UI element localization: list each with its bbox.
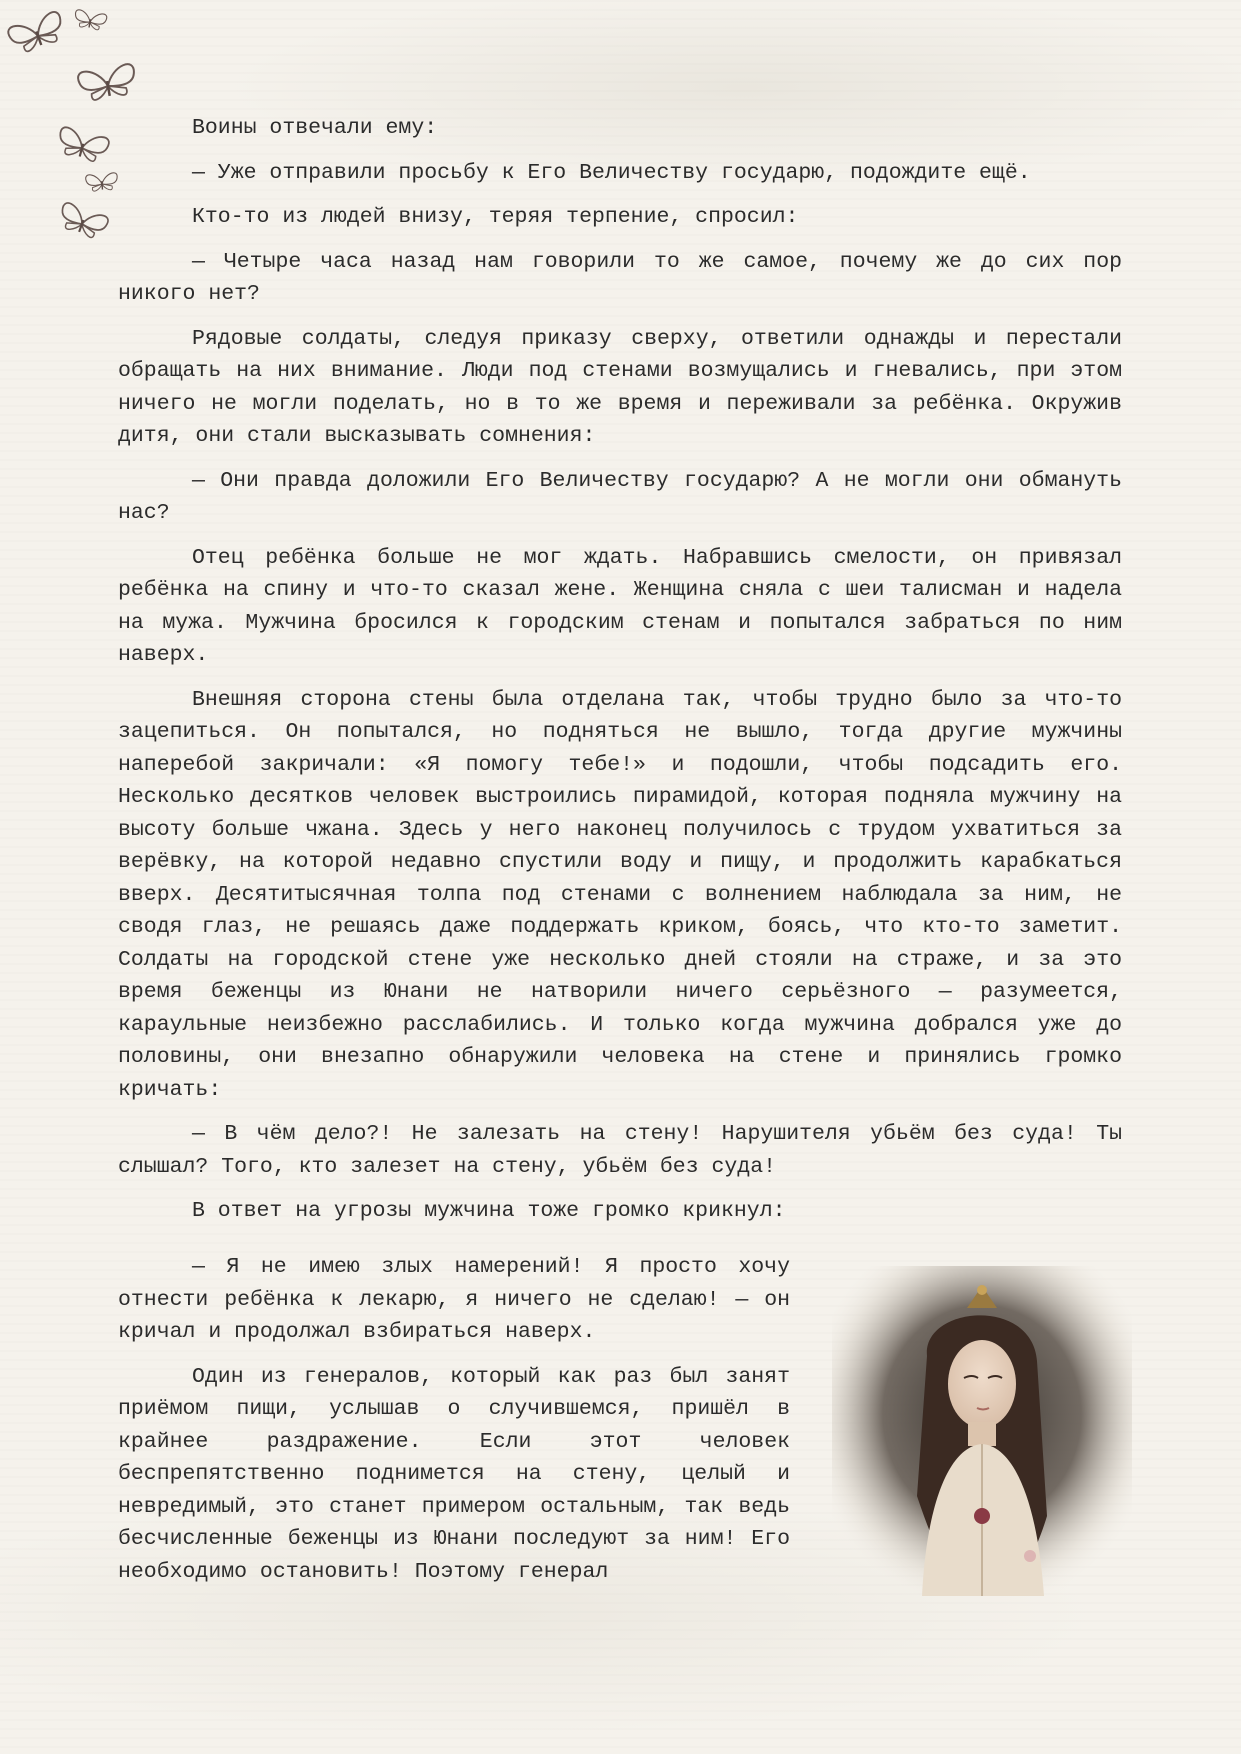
paragraph: Отец ребёнка больше не мог ждать. Набравшись смелости, он привязал ребёнка на спину и что-то сказал жене. Женщина сняла с шеи талисман и надела на мужа. Мужчина бросился к городским стенам и попытался забраться по ним наверх. xyxy=(118,545,1122,667)
paragraph: — Они правда доложили Его Величеству государю? А не могли они обмануть нас? xyxy=(118,468,1122,525)
paragraph: — Четыре часа назад нам говорили то же самое, почему же до сих пор никого нет? xyxy=(118,249,1122,306)
butterfly-icon xyxy=(7,10,68,55)
paragraph: — В чём дело?! Не залезать на стену! Нарушителя убьём без суда! Ты слышал? Того, кто залезет на стену, убьём без суда! xyxy=(118,1122,1122,1179)
main-text xyxy=(118,112,1122,1240)
paragraph: — Я не имею злых намерений! Я просто хочу отнести ребёнка к лекарю, я ничего не сделаю! — он кричал и продолжал взбираться наверх. xyxy=(118,1255,790,1344)
paragraph: Один из генералов, который как раз был занят приёмом пищи, услышав о случившемся, пришёл в крайнее раздражение. Если этот человек беспрепятственно поднимется на стену, целый и невредимый, это станет примером остальным, так ведь бесчисленные беженцы из Юнани последуют за ним! Его необходимо остановить! Поэтому генерал xyxy=(118,1364,790,1584)
paragraph: Кто-то из людей внизу, теряя терпение, спросил: xyxy=(192,205,799,229)
portrait-illustration xyxy=(832,1266,1132,1596)
butterfly-icon xyxy=(85,172,118,191)
butterfly-icon xyxy=(77,63,138,102)
paragraph: В ответ на угрозы мужчина тоже громко крикнул: xyxy=(192,1199,786,1223)
butterfly-icon xyxy=(55,126,110,164)
butterfly-icon xyxy=(73,9,107,31)
paragraph: Воины отвечали ему: xyxy=(192,116,438,140)
paragraph: — Уже отправили просьбу к Его Величеству государю, подождите ещё. xyxy=(192,160,1031,185)
paragraph: Внешняя сторона стены была отделана так, чтобы трудно было за что-то зацепиться. Он попытался, но подняться не вышло, тогда другие мужчины наперебой закричали: «Я помогу тебе!» и подошли, чтобы подсадить его. Несколько десятков человек выстроились пирамидой, которая подняла мужчину на высоту больше чжана. Здесь у него наконец получилось с трудом ухватиться за верёвку, на которой недавно спустили воду и пищу, и продолжить карабкаться вверх. Десятитысячная толпа под стенами с волнением наблюдала за ним, не сводя глаз, не решаясь даже поддержать криком, боясь, что кто-то заметит. Солдаты на городской стене уже несколько дней стояли на страже, и за это время беженцы из Юнани не натворили ничего серьёзного — разумеется, караульные неизбежно расслабились. И только когда мужчина добрался уже до половины, они внезапно обнаружили человека на стене и принялись громко кричать: xyxy=(118,687,1122,1102)
paragraph: Рядовые солдаты, следуя приказу сверху, ответили однажды и перестали обращать на них внимание. Люди под стенами возмущались и гневались, при этом ничего не могли поделать, но в то же время и переживали за ребёнка. Окружив дитя, они стали высказывать сомнения: xyxy=(118,326,1122,448)
butterfly-icon xyxy=(56,202,109,242)
text-beside-illustration xyxy=(118,1251,790,1600)
